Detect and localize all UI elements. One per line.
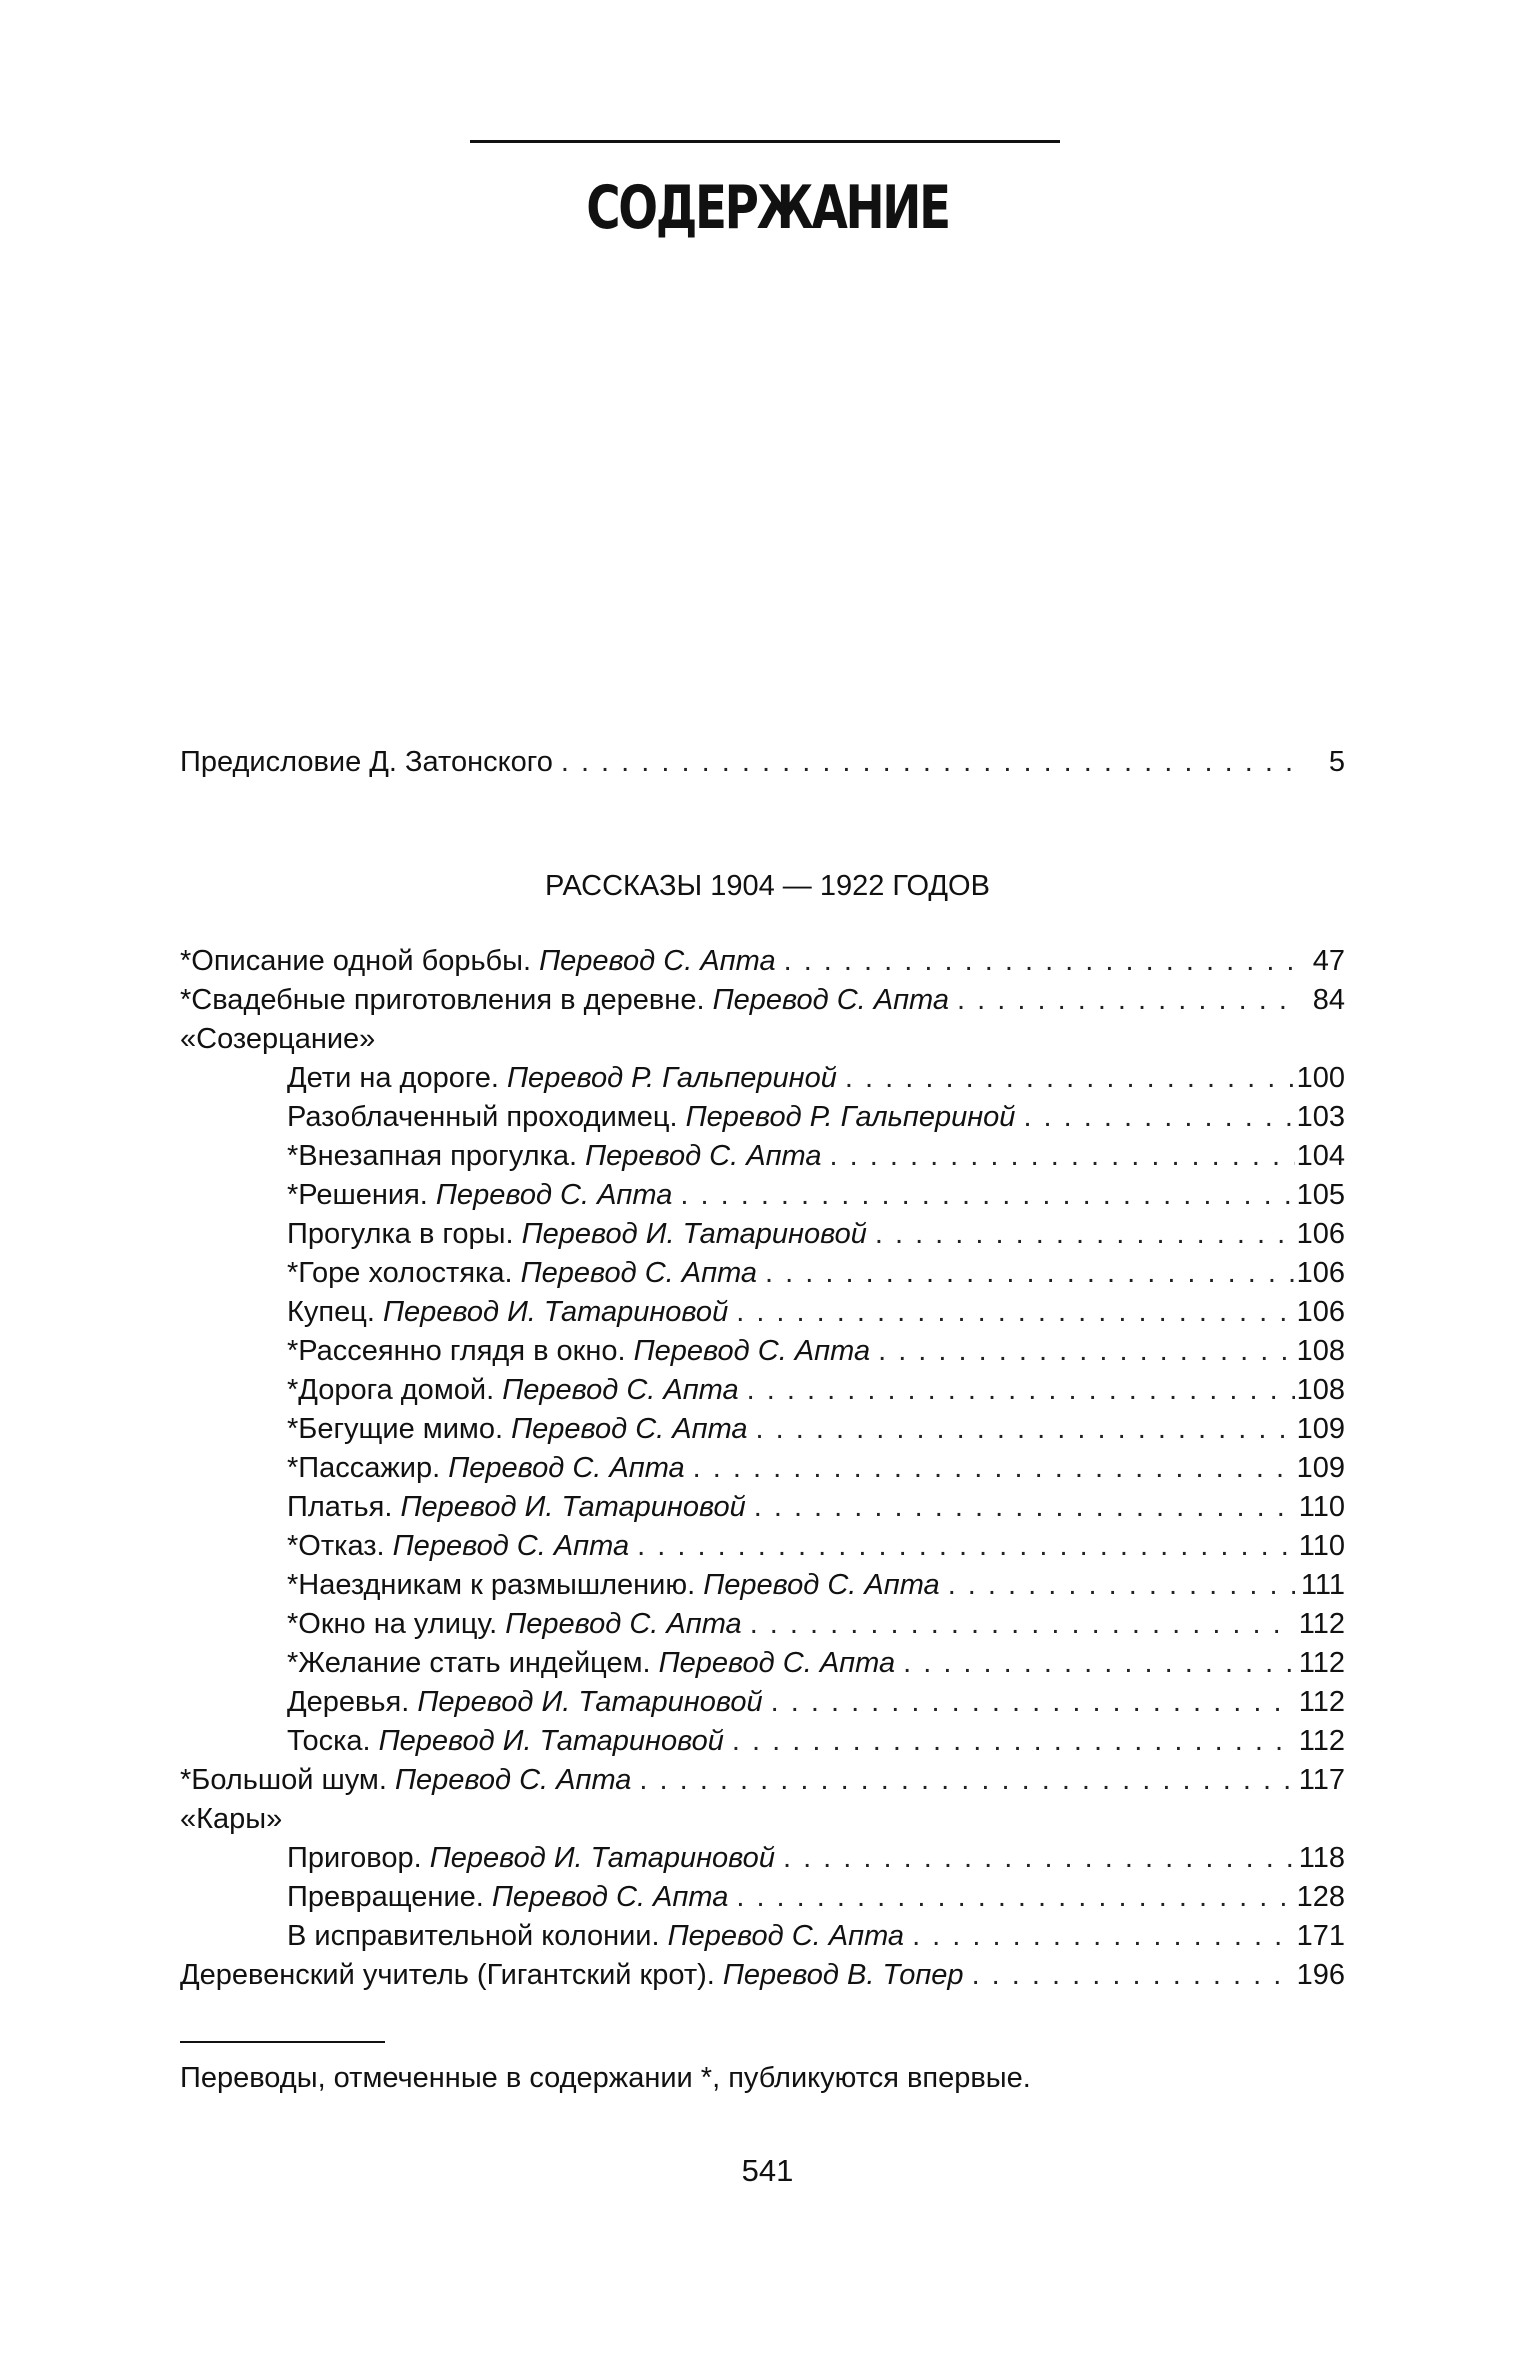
entry-translator: Перевод С. Апта <box>502 1374 739 1406</box>
dot-leader <box>964 1955 1295 1995</box>
entry-page: 109 <box>1296 1452 1345 1484</box>
toc-entry[interactable] <box>287 1721 1345 1761</box>
dot-leader <box>867 1214 1295 1254</box>
entry-page: 112 <box>1298 1686 1345 1718</box>
toc-entry[interactable] <box>287 1331 1345 1371</box>
toc-entry[interactable] <box>287 1487 1345 1527</box>
entry-title: Деревья. <box>287 1686 418 1718</box>
toc-entry[interactable] <box>287 1877 1345 1917</box>
entry-title: Купец. <box>287 1296 383 1328</box>
entry-title: Дети на дороге. <box>287 1062 508 1094</box>
entry-title: Тоска. <box>287 1725 379 1757</box>
entry-title: *Бегущие мимо. <box>287 1413 512 1445</box>
toc-entry[interactable] <box>180 1955 1345 1995</box>
entry-translator: Перевод В. Топер <box>722 1959 964 1991</box>
entry-page: 112 <box>1298 1725 1345 1757</box>
entry-page: 106 <box>1296 1218 1345 1250</box>
dot-leader <box>728 1292 1295 1332</box>
entry-title: Платья. <box>287 1491 401 1523</box>
toc-entry[interactable] <box>287 1526 1345 1566</box>
toc-entry[interactable] <box>287 1643 1345 1683</box>
dot-leader <box>742 1604 1295 1644</box>
toc-entry-preface[interactable] <box>180 742 1345 782</box>
dot-leader <box>672 1175 1295 1215</box>
dot-leader <box>949 980 1295 1020</box>
entry-title: Превращение. <box>287 1881 492 1913</box>
dot-leader <box>822 1136 1296 1176</box>
entry-translator: Перевод Р. Гальпериной <box>507 1062 837 1094</box>
dot-leader <box>631 1760 1295 1800</box>
entry-title: *Отказ. <box>287 1530 393 1562</box>
entry-page: 108 <box>1296 1374 1345 1406</box>
entry-title: *Внезапная прогулка. <box>287 1140 586 1172</box>
title-rule <box>470 140 1060 143</box>
dot-leader <box>685 1448 1295 1488</box>
section-heading: РАССКАЗЫ 1904 — 1922 ГОДОВ <box>545 870 990 902</box>
dot-leader <box>870 1331 1295 1371</box>
entry-translator: Перевод И. Татариновой <box>378 1725 724 1757</box>
entry-title: *Рассеянно глядя в окно. <box>287 1335 634 1367</box>
toc-entry[interactable] <box>287 1136 1345 1176</box>
toc-entry[interactable] <box>180 1760 1345 1800</box>
group-heading: «Кары» <box>180 1803 283 1835</box>
entry-page: 110 <box>1298 1491 1345 1523</box>
dot-leader <box>837 1058 1295 1098</box>
toc-entry[interactable] <box>287 1253 1345 1293</box>
entry-translator: Перевод И. Татариновой <box>429 1842 775 1874</box>
dot-leader <box>757 1253 1295 1293</box>
toc-entry[interactable] <box>287 1916 1345 1956</box>
dot-leader <box>553 742 1295 782</box>
entry-translator: Перевод С. Апта <box>633 1335 871 1367</box>
entry-translator: Перевод С. Апта <box>520 1257 758 1289</box>
entry-page: 100 <box>1296 1062 1345 1094</box>
entry-title: *Наездникам к размышлению. <box>287 1569 704 1601</box>
toc-entry[interactable] <box>287 1838 1345 1878</box>
entry-title: Деревенский учитель (Гигантский крот). <box>180 1959 723 1991</box>
entry-title: *Большой шум. <box>180 1764 395 1796</box>
toc-entry[interactable] <box>180 941 1345 981</box>
entry-translator: Перевод И. Татариновой <box>400 1491 746 1523</box>
entry-translator: Перевод С. Апта <box>394 1764 632 1796</box>
entry-page: 105 <box>1296 1179 1345 1211</box>
entry-title: В исправительной колонии. <box>287 1920 668 1952</box>
entry-page: 104 <box>1296 1140 1345 1172</box>
entry-translator: Перевод С. Апта <box>435 1179 673 1211</box>
entry-title: *Пассажир. <box>287 1452 449 1484</box>
entry-translator: Перевод С. Апта <box>585 1140 822 1172</box>
dot-leader <box>1015 1097 1295 1137</box>
entry-translator: Перевод С. Апта <box>712 984 950 1016</box>
group-heading: «Созерцание» <box>180 1023 376 1055</box>
entry-page: 84 <box>1312 984 1345 1016</box>
entry-translator: Перевод С. Апта <box>491 1881 729 1913</box>
entry-translator: Перевод С. Апта <box>539 945 776 977</box>
entry-title: *Свадебные приготовления в деревне. <box>180 984 713 1016</box>
dot-leader <box>776 941 1295 981</box>
toc-entry[interactable] <box>287 1175 1345 1215</box>
entry-page: 103 <box>1296 1101 1345 1133</box>
dot-leader <box>940 1565 1295 1605</box>
entry-page: 109 <box>1296 1413 1345 1445</box>
toc-entry[interactable] <box>287 1097 1345 1137</box>
entry-title: Предисловие Д. Затонского <box>180 746 553 778</box>
entry-page: 47 <box>1312 945 1345 977</box>
entry-title: Приговор. <box>287 1842 430 1874</box>
entry-page: 106 <box>1296 1296 1345 1328</box>
page-number: 541 <box>741 2153 794 2188</box>
entry-title: *Решения. <box>287 1179 436 1211</box>
entry-page: 117 <box>1298 1764 1345 1796</box>
dot-leader <box>763 1682 1295 1722</box>
entry-page: 111 <box>1300 1569 1345 1601</box>
dot-leader <box>895 1643 1295 1683</box>
toc-entry[interactable] <box>287 1214 1345 1254</box>
entry-page: 112 <box>1298 1647 1345 1679</box>
toc-entry[interactable] <box>287 1370 1345 1410</box>
entry-title: Прогулка в горы. <box>287 1218 522 1250</box>
dot-leader <box>775 1838 1295 1878</box>
entry-page: 171 <box>1296 1920 1345 1952</box>
dot-leader <box>748 1409 1295 1449</box>
entry-title: *Желание стать индейцем. <box>287 1647 659 1679</box>
entry-page: 110 <box>1298 1530 1345 1562</box>
entry-translator: Перевод С. Апта <box>511 1413 748 1445</box>
page-title: СОДЕРЖАНИЕ <box>586 173 949 243</box>
entry-translator: Перевод С. Апта <box>505 1608 742 1640</box>
entry-page: 128 <box>1296 1881 1345 1913</box>
entry-page: 196 <box>1296 1959 1345 1991</box>
toc-entry[interactable] <box>287 1604 1345 1644</box>
dot-leader <box>728 1877 1295 1917</box>
toc-entry[interactable] <box>287 1409 1345 1449</box>
entry-translator: Перевод И. Татариновой <box>382 1296 729 1328</box>
toc-entry[interactable] <box>287 1292 1345 1332</box>
entry-page: 112 <box>1298 1608 1345 1640</box>
entry-translator: Перевод И. Татариновой <box>417 1686 763 1718</box>
footnote-rule <box>180 2041 385 2043</box>
entry-translator: Перевод С. Апта <box>703 1569 940 1601</box>
footnote: Переводы, отмеченные в содержании *, публикуются впервые. <box>180 2062 1031 2094</box>
entry-page: 106 <box>1296 1257 1345 1289</box>
entry-title: *Описание одной борьбы. <box>180 945 540 977</box>
entry-page: 118 <box>1298 1842 1345 1874</box>
entry-title: *Окно на улицу. <box>287 1608 506 1640</box>
entry-page: 5 <box>1328 746 1345 778</box>
entry-translator: Перевод С. Апта <box>448 1452 685 1484</box>
dot-leader <box>629 1526 1295 1566</box>
dot-leader <box>904 1916 1295 1956</box>
toc-entry[interactable] <box>287 1565 1345 1605</box>
entry-translator: Перевод С. Апта <box>667 1920 905 1952</box>
entry-translator: Перевод С. Апта <box>392 1530 630 1562</box>
entry-translator: Перевод И. Татариновой <box>521 1218 867 1250</box>
entry-page: 108 <box>1296 1335 1345 1367</box>
entry-title: *Горе холостяка. <box>287 1257 521 1289</box>
entry-translator: Перевод Р. Гальпериной <box>685 1101 1016 1133</box>
toc-entry[interactable] <box>287 1682 1345 1722</box>
dot-leader <box>724 1721 1295 1761</box>
dot-leader <box>746 1487 1295 1527</box>
entry-title: Разоблаченный проходимец. <box>287 1101 686 1133</box>
dot-leader <box>739 1370 1295 1410</box>
entry-title: *Дорога домой. <box>287 1374 503 1406</box>
toc-entry[interactable] <box>287 1448 1345 1488</box>
entry-translator: Перевод С. Апта <box>658 1647 896 1679</box>
toc-entry[interactable] <box>180 980 1345 1020</box>
toc-entry[interactable] <box>287 1058 1345 1098</box>
